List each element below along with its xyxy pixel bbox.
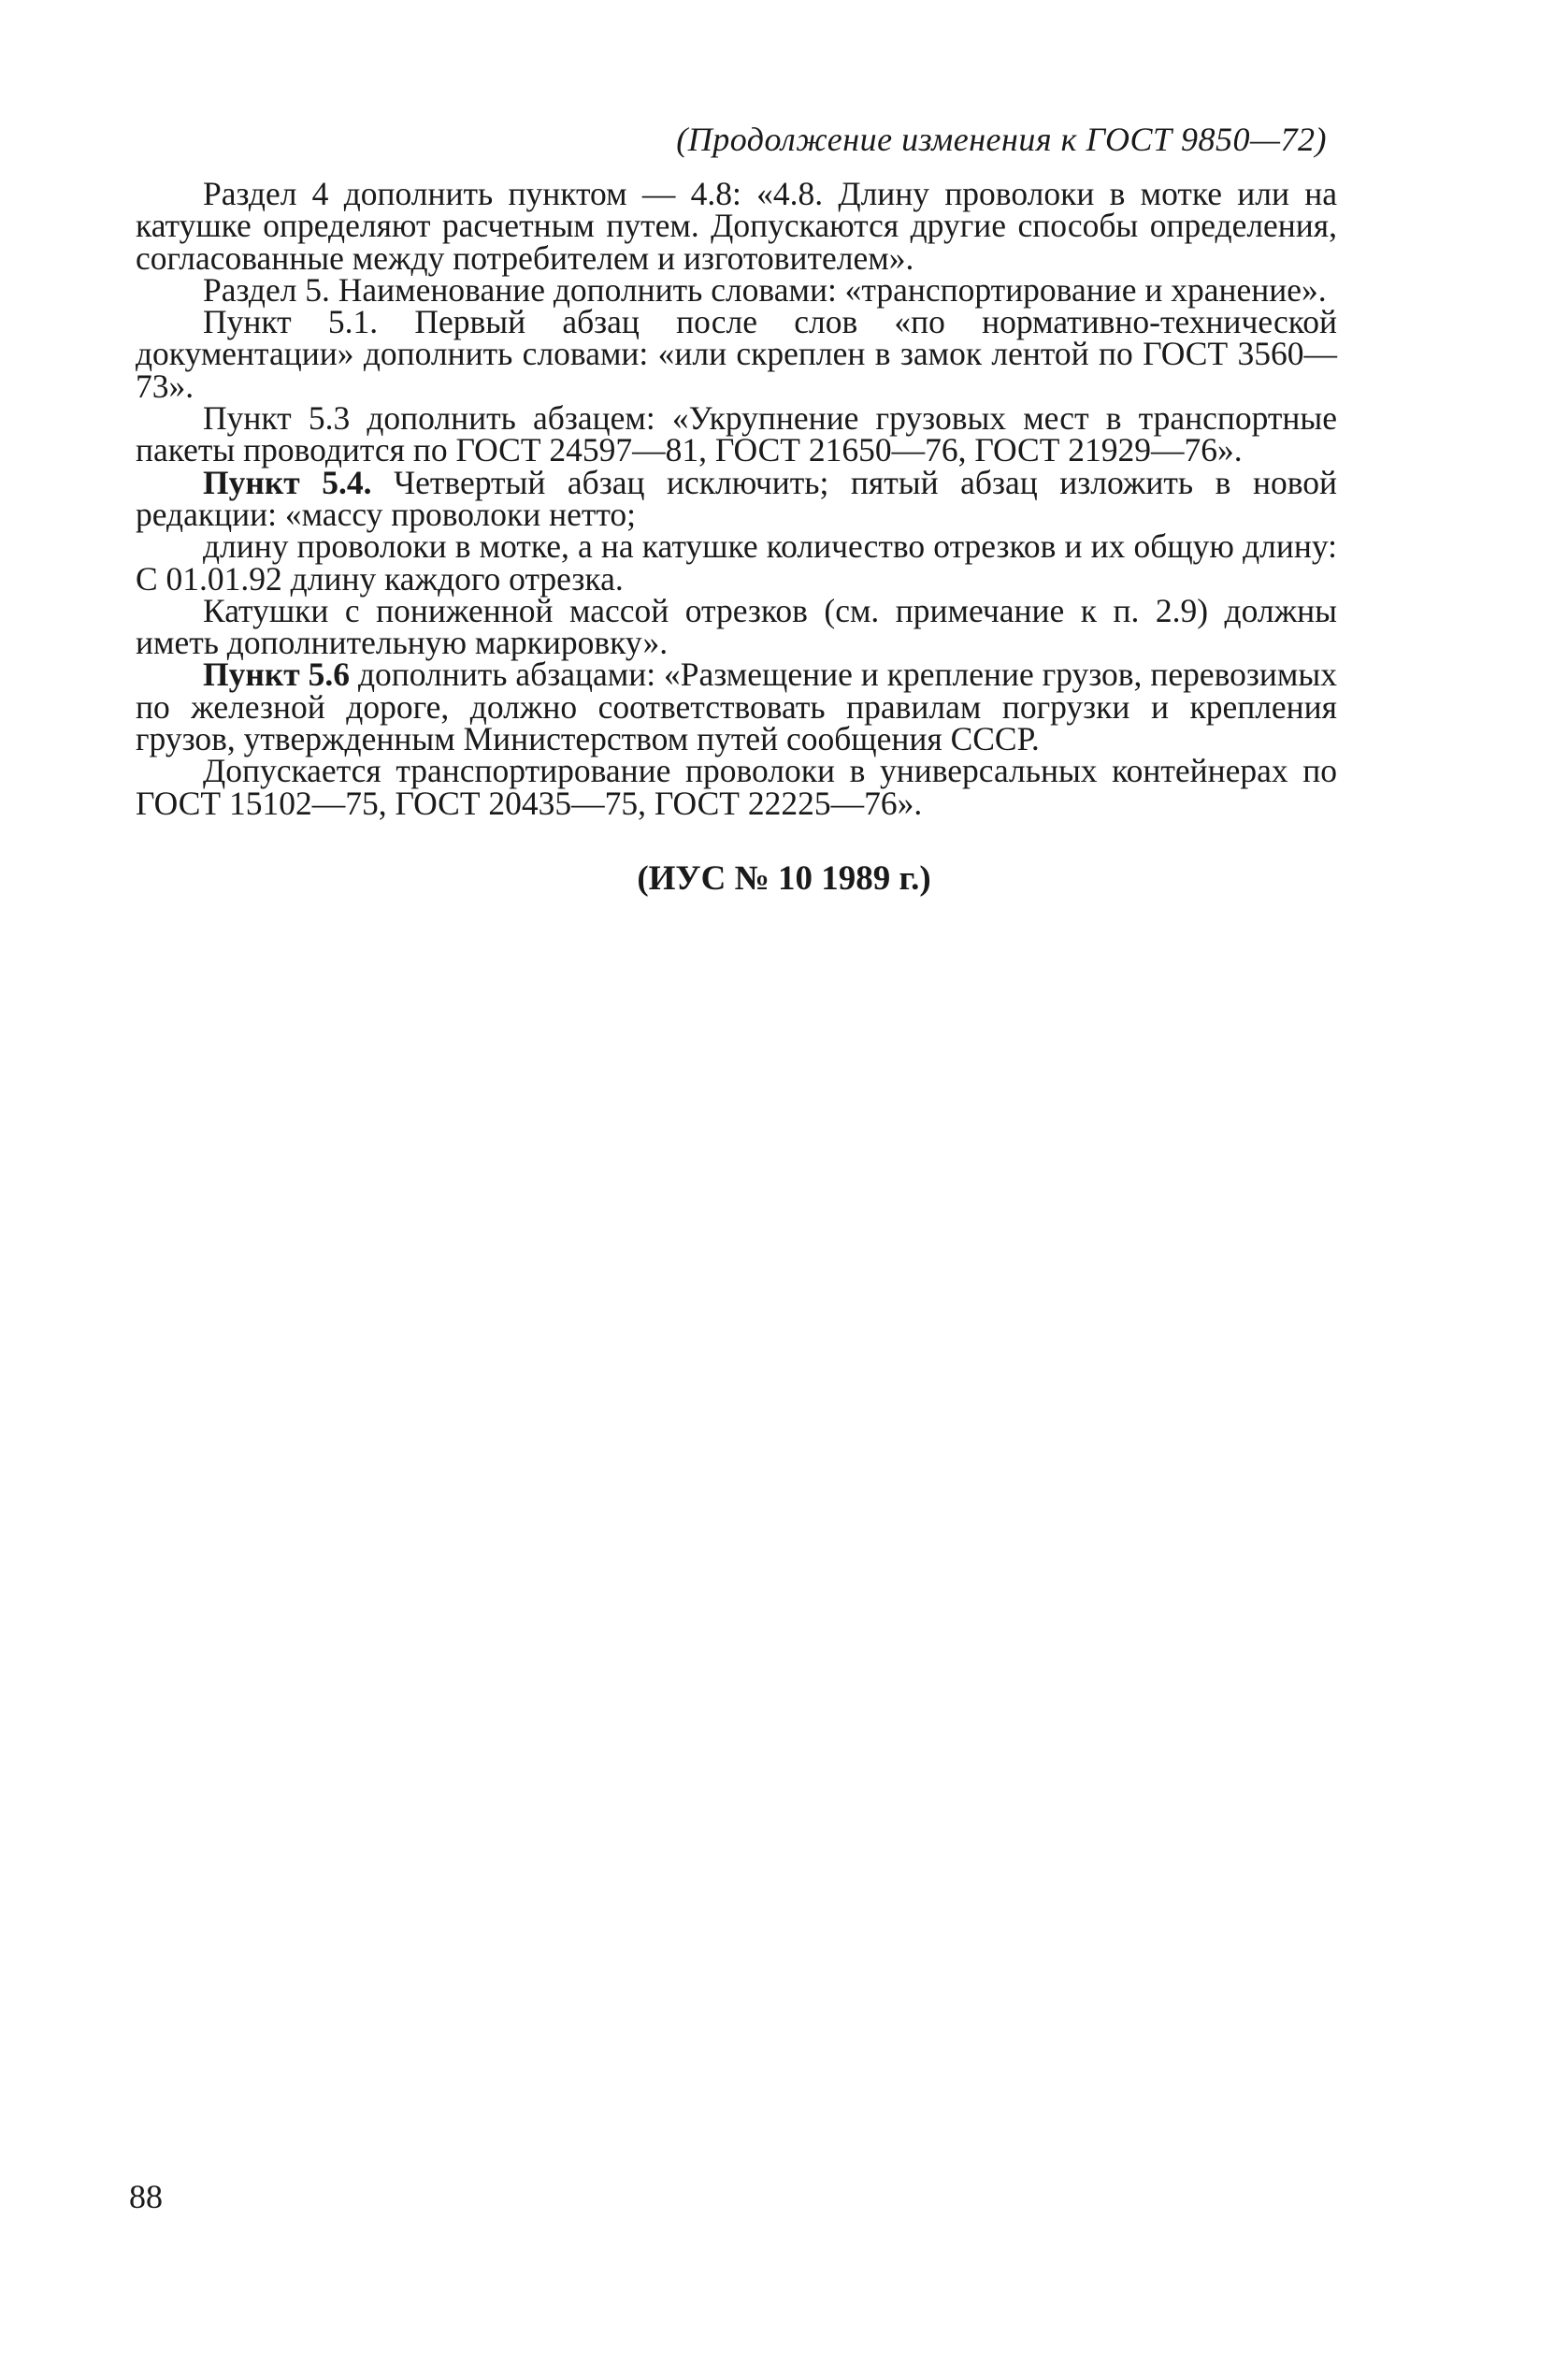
page-number: 88	[129, 2178, 163, 2215]
paragraph	[136, 527, 1337, 598]
paragraph	[136, 399, 1337, 469]
paragraph-bold-lead: Пункт 5.4.	[203, 463, 372, 501]
paragraph-text: Допускается транспортирование проволоки в универсальных контейнерах по ГОСТ 15102—75, ГОСТ 20435—75, ГОСТ 22225—76».	[136, 752, 1337, 822]
paragraph	[136, 591, 1337, 662]
paragraph-text: Четвертый абзац исключить; пятый абзац изложить в новой редакции: «массу проволоки нетто;	[136, 463, 1337, 533]
paragraph	[136, 303, 1337, 405]
paragraph-text: Раздел 5. Наименование дополнить словами: «транспортирование и хранение».	[203, 270, 1327, 309]
paragraph-text: дополнить абзацами: «Размещение и крепление грузов, перевозимых по железной дороге, должно соответствовать правилам погрузки и крепления грузов, утвержденным Министерством путей сообщения СССР.	[136, 656, 1337, 758]
paragraph	[136, 270, 1337, 309]
paragraph-text: длину проволоки в мотке, а на катушке количество отрезков и их общую длину: С 01.01.92 длину каждого отрезка.	[136, 527, 1337, 598]
paragraph	[136, 463, 1337, 533]
amendment-body	[136, 175, 1337, 822]
paragraph	[136, 752, 1337, 822]
paragraph	[136, 175, 1337, 277]
paragraph-text: Раздел 4 дополнить пунктом — 4.8: «4.8. Длину проволоки в мотке или на катушке определяют расчетным путем. Допускаются другие способы определения, согласованные между потребителем и изготовителем».	[136, 175, 1337, 277]
paragraph-bold-lead: Пункт 5.6	[203, 656, 351, 694]
paragraph-text: Пункт 5.1. Первый абзац после слов «по нормативно-технической документации» дополнить словами: «или скреплен в замок лентой по ГОСТ 3560—73».	[136, 303, 1337, 405]
paragraph-text: Пункт 5.3 дополнить абзацем: «Укрупнение грузовых мест в транспортные пакеты проводится по ГОСТ 24597—81, ГОСТ 21650—76, ГОСТ 21929—76».	[136, 399, 1337, 469]
paragraph	[136, 656, 1337, 758]
continuation-header: (Продолжение изменения к ГОСТ 9850—72)	[676, 121, 1327, 158]
paragraph-text: Катушки с пониженной массой отрезков (см. примечание к п. 2.9) должны иметь дополнительную маркировку».	[136, 591, 1337, 662]
source-reference: (ИУС № 10 1989 г.)	[637, 859, 931, 898]
